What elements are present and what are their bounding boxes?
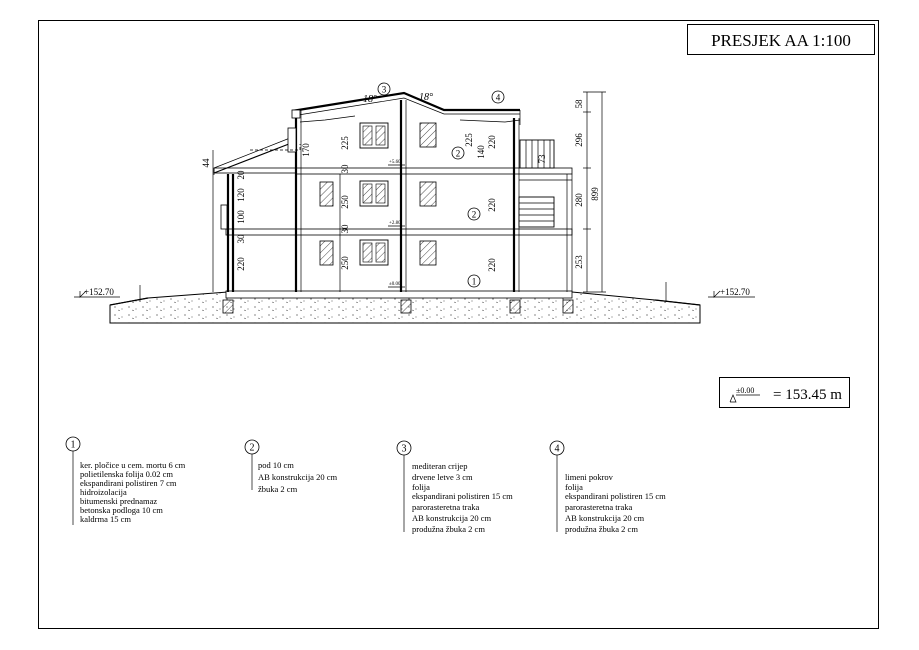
legend-item: folija [565,482,583,492]
svg-text:225: 225 [464,133,474,147]
section-marker [492,91,504,103]
legend-4 [550,441,666,534]
section-marker [468,208,480,220]
datum-value: = 153.45 m [773,387,842,403]
ground-level-right [708,287,755,297]
legend-item: kaldrma 15 cm [80,514,131,524]
section-marker [452,147,464,159]
dimension-chain-right [574,92,606,292]
legend-2 [245,440,337,494]
legend-item: betonska podloga 10 cm [80,505,163,515]
datum-box [720,378,850,408]
legend-item: ekspandirani polistiren 15 cm [412,491,513,501]
sheet-frame [39,21,879,629]
section-marker [468,275,480,287]
legend-item: AB konstrukcija 20 cm [258,472,338,482]
svg-text:296: 296 [574,133,584,147]
svg-text:899: 899 [590,187,600,201]
svg-text:1: 1 [471,276,477,287]
svg-text:20: 20 [236,170,246,180]
legend-number: 3 [401,443,407,455]
ground-level-left [74,287,120,297]
svg-text:280: 280 [574,193,584,207]
svg-text:220: 220 [487,198,497,212]
svg-text:170: 170 [301,143,311,157]
svg-text:220: 220 [236,257,246,271]
building-section [214,93,572,298]
legend-3 [397,441,513,534]
svg-text:100: 100 [236,210,246,224]
svg-text:250: 250 [340,256,350,270]
svg-text:+152.70: +152.70 [720,287,750,297]
legend-number: 2 [249,442,255,454]
legend-item: AB konstrukcija 20 cm [412,513,492,523]
legend-item: produžna žbuka 2 cm [565,524,638,534]
legend-item: parorasteretna traka [565,502,633,512]
legend-item: folija [412,482,430,492]
svg-text:44: 44 [201,158,211,168]
legend-item: pod 10 cm [258,460,294,470]
legend-item: AB konstrukcija 20 cm [565,513,645,523]
legend-item: bitumenski prednamaz [80,496,158,506]
legend-item: mediteran crijep [412,461,468,471]
window [360,181,388,206]
legend-item: ker. pločice u cem. mortu 6 cm [80,460,186,470]
legend-item: parorasteretna traka [412,502,480,512]
svg-text:250: 250 [340,195,350,209]
drawing-title: PRESJEK AA 1:100 [711,31,851,50]
window [360,123,388,148]
legend-item: limeni pokrov [565,472,613,482]
svg-text:30: 30 [340,224,350,234]
roof-slope-left: 18° [363,94,377,105]
legend-item: ekspandirani polistiren 7 cm [80,478,177,488]
svg-text:4: 4 [495,92,501,103]
window [360,240,388,265]
svg-text:2: 2 [455,148,461,159]
svg-text:225: 225 [340,136,350,150]
legend-item: hidroizolacija [80,487,127,497]
legend-item: žbuka 2 cm [258,484,298,494]
svg-text:3: 3 [381,84,387,95]
section-marker [378,83,390,95]
level-mark-second: +5.60 [389,160,401,165]
legend-item: polietilenska folija 0.02 cm [80,469,174,479]
legend-item: drvene letve 3 cm [412,472,473,482]
legend-number: 4 [554,443,560,455]
legend-1 [66,437,186,525]
svg-text:220: 220 [487,135,497,149]
roof-slope-right: 18° [419,92,433,103]
svg-text:2: 2 [471,209,477,220]
title-block [688,25,875,55]
svg-text:58: 58 [574,99,584,109]
legend-number: 1 [70,439,76,451]
svg-text:73: 73 [537,154,547,164]
level-mark-ground: ±0.00 [389,282,401,287]
legend-item: produžna žbuka 2 cm [412,524,485,534]
datum-label: ±0.00 [736,386,755,395]
svg-text:30: 30 [236,234,246,244]
svg-text:30: 30 [340,164,350,174]
svg-text:220: 220 [487,258,497,272]
svg-text:120: 120 [236,188,246,202]
legend-item: ekspandirani polistiren 15 cm [565,491,666,501]
svg-text:140: 140 [476,145,486,159]
level-mark-first: +2.80 [389,221,401,226]
svg-text:253: 253 [574,255,584,269]
svg-text:+152.70: +152.70 [84,287,114,297]
